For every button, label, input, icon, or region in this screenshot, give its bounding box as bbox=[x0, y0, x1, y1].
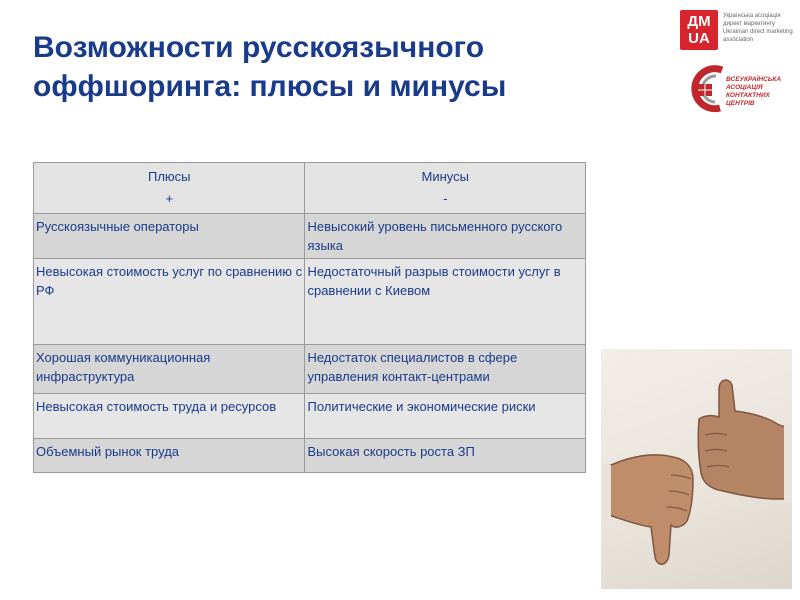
con-cell: Высокая скорость роста ЗП bbox=[305, 439, 586, 473]
con-cell: Недостаток специалистов в сфере управления контакт-центрами bbox=[305, 345, 586, 394]
association-logo-text: ВСЕУКРАЇНСЬКА АСОЦІАЦІЯ КОНТАКТНИХ ЦЕНТРІВ bbox=[726, 76, 782, 107]
dmua-logo bbox=[680, 10, 795, 55]
con-cell: Политические и экономические риски bbox=[305, 394, 586, 439]
pro-cell: Невысокая стоимость труда и ресурсов bbox=[34, 394, 305, 439]
pro-cell: Русскоязычные операторы bbox=[34, 214, 305, 259]
pro-cell: Хорошая коммуникационная инфраструктура bbox=[34, 345, 305, 394]
slide-title-line-1: Возможности русскоязычного bbox=[33, 31, 485, 64]
dmua-logo-text: Українська асоціація директ маркетингу Ukrainian direct marketing association bbox=[723, 13, 793, 43]
table-row bbox=[34, 439, 586, 473]
pro-cell: Невысокая стоимость услуг по сравнению с РФ bbox=[34, 259, 305, 345]
slide-title bbox=[33, 28, 506, 106]
table-row bbox=[34, 214, 586, 259]
thumbs-up-down-photo bbox=[601, 349, 792, 589]
con-cell: Невысокий уровень письменного русского языка bbox=[305, 214, 586, 259]
table-header-row bbox=[34, 163, 586, 214]
pros-cons-table bbox=[33, 162, 586, 473]
pros-header: Плюсы + bbox=[34, 163, 305, 214]
table-row bbox=[34, 259, 586, 345]
thumbs-up-down-icon bbox=[601, 349, 792, 589]
contact-centers-association-logo bbox=[682, 62, 797, 122]
table-row bbox=[34, 345, 586, 394]
pro-cell: Объемный рынок труда bbox=[34, 439, 305, 473]
association-emblem-icon bbox=[682, 62, 726, 118]
table-row bbox=[34, 394, 586, 439]
dmua-logo-mark: ДМ UA bbox=[680, 10, 718, 50]
con-cell: Недостаточный разрыв стоимости услуг в сравнении с Киевом bbox=[305, 259, 586, 345]
cons-header: Минусы - bbox=[305, 163, 586, 214]
slide-title-line-2: оффшоринга: плюсы и минусы bbox=[33, 70, 507, 103]
